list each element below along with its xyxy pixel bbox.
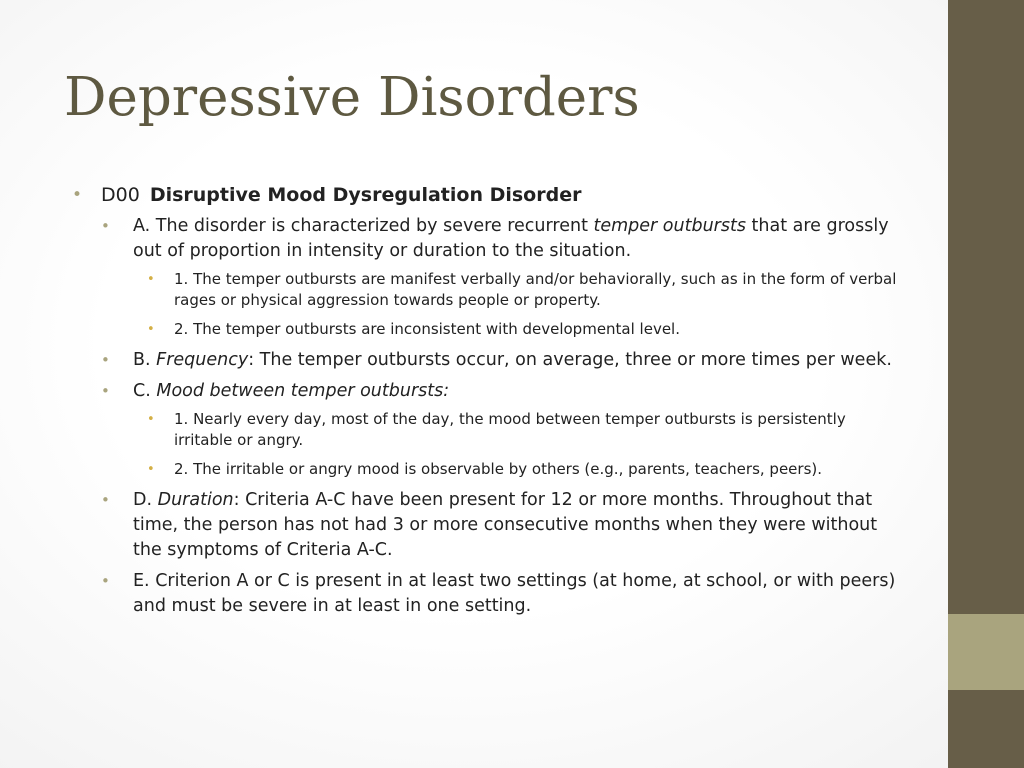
disorder-heading: Disruptive Mood Dysregulation Disorder [149,184,582,206]
sub-criterion-item [133,459,902,480]
criterion-label: Mood between temper outbursts: [156,381,450,401]
criteria-list [101,214,902,619]
slide-title: Depressive Disorders [64,67,640,128]
criterion-prefix: D. [133,490,158,510]
bullet-icon: • [101,572,110,590]
criterion-item [101,379,902,480]
criterion-body: The disorder is characterized by severe recurrent [155,216,594,236]
sub-criterion-text: 2. The irritable or angry mood is observable by others (e.g., parents, teachers, peers). [174,460,823,478]
bullet-icon: • [101,382,110,400]
sub-criterion-item [133,409,902,451]
criterion-item [101,348,902,373]
criterion-label: Duration [157,490,234,510]
criterion-text [133,350,892,370]
bullet-icon: • [72,185,83,205]
criterion-item [101,214,902,340]
bullet-icon: • [147,272,155,287]
side-bar-accent [948,614,1024,690]
bullet-icon: • [101,217,110,235]
bullet-icon: • [147,412,155,427]
criterion-item [101,569,902,619]
sub-criteria-list [133,409,902,480]
slide-content [72,182,902,625]
criterion-suffix: that are grossly out of proportion in intensity or duration to the situation. [133,216,889,261]
criterion-emphasis: temper outbursts [593,216,746,236]
sub-criterion-item [133,269,902,311]
criterion-prefix: C. [133,381,157,401]
sub-criteria-list [133,269,902,340]
criterion-text [133,381,449,401]
criterion-prefix: B. [133,350,157,370]
criterion-text [133,490,877,560]
bullet-icon: • [147,462,155,477]
criterion-body: Criterion A or C is present in at least two settings (at home, at school, or with peers) and must be severe in at least in one setting. [133,571,896,616]
bullet-icon: • [101,491,110,509]
criterion-prefix: E. [133,571,156,591]
disorder-code: D00 [101,184,140,206]
criterion-body: : Criteria A-C have been present for 12 or more months. Throughout that time, the person has not had 3 or more consecutive months when they were without the symptoms of Criteria A-C. [133,490,878,560]
criterion-body: : The temper outbursts occur, on average, three or more times per week. [248,350,892,370]
list-item-d00 [72,182,902,619]
sub-criterion-text: 1. The temper outbursts are manifest verbally and/or behaviorally, such as in the form of verbal rages or physical aggression towards people or property. [174,270,897,309]
sub-criterion-text: 2. The temper outbursts are inconsistent with developmental level. [174,320,680,338]
criterion-label: Frequency [156,350,249,370]
sub-criterion-text: 1. Nearly every day, most of the day, the mood between temper outbursts is persistently irritable or angry. [174,410,846,449]
bullet-icon: • [147,322,155,337]
criterion-item [101,488,902,563]
bullet-icon: • [101,351,110,369]
criterion-text [133,571,895,616]
criterion-prefix: A. [133,216,156,236]
sub-criterion-item [133,319,902,340]
bullet-list [72,182,902,619]
criterion-text [133,216,889,261]
